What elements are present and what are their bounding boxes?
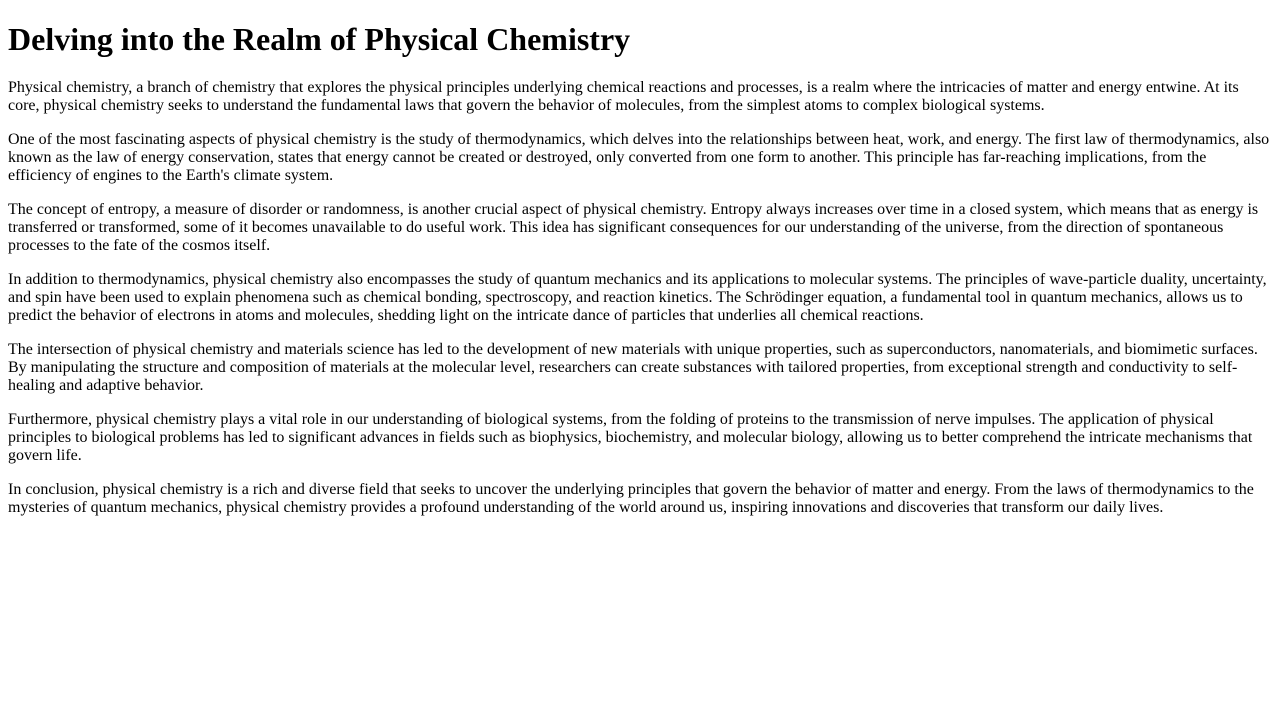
paragraph-materials-science: The intersection of physical chemistry and materials science has led to the development of new materials with unique properties, such as superconductors, nanomaterials, and biomimetic surfaces. By manipulating the structure and composition of materials at the molecular level, researchers can create substances with tailored properties, from exceptional strength and conductivity to self-healing and adaptive behavior. bbox=[8, 341, 1258, 394]
paragraph-thermodynamics: One of the most fascinating aspects of physical chemistry is the study of thermodynamics, which delves into the relationships between heat, work, and energy. The first law of thermodynamics, also known as the law of energy conservation, states that energy cannot be created or destroyed, only converted from one form to another. This principle has far-reaching implications, from the efficiency of engines to the Earth's climate system. bbox=[8, 131, 1270, 184]
page-title: Delving into the Realm of Physical Chemistry bbox=[8, 21, 631, 57]
paragraph-entropy: The concept of entropy, a measure of disorder or randomness, is another crucial aspect of physical chemistry. Entropy always increases over time in a closed system, which means that as energy is transferred or transformed, some of it becomes unavailable to do useful work. This idea has significant consequences for our understanding of the universe, from the direction of spontaneous processes to the fate of the cosmos itself. bbox=[8, 201, 1259, 254]
paragraph-conclusion: In conclusion, physical chemistry is a rich and diverse field that seeks to uncover the underlying principles that govern the behavior of matter and energy. From the laws of thermodynamics to the mysteries of quantum mechanics, physical chemistry provides a profound understanding of the world around us, inspiring innovations and discoveries that transform our daily lives. bbox=[8, 481, 1254, 516]
paragraph-quantum-mechanics: In addition to thermodynamics, physical chemistry also encompasses the study of quantum mechanics and its applications to molecular systems. The principles of wave-particle duality, uncertainty, and spin have been used to explain phenomena such as chemical bonding, spectroscopy, and reaction kinetics. The Schrödinger equation, a fundamental tool in quantum mechanics, allows us to predict the behavior of electrons in atoms and molecules, shedding light on the intricate dance of particles that underlies all chemical reactions. bbox=[8, 271, 1267, 324]
paragraph-intro: Physical chemistry, a branch of chemistry that explores the physical principles underlying chemical reactions and processes, is a realm where the intricacies of matter and energy entwine. At its core, physical chemistry seeks to understand the fundamental laws that govern the behavior of molecules, from the simplest atoms to complex biological systems. bbox=[8, 79, 1239, 114]
paragraph-biological-systems: Furthermore, physical chemistry plays a vital role in our understanding of biological systems, from the folding of proteins to the transmission of nerve impulses. The application of physical principles to biological problems has led to significant advances in fields such as biophysics, biochemistry, and molecular biology, allowing us to better comprehend the intricate mechanisms that govern life. bbox=[8, 411, 1253, 464]
article bbox=[0, 21, 1280, 517]
article-body bbox=[8, 79, 1272, 517]
